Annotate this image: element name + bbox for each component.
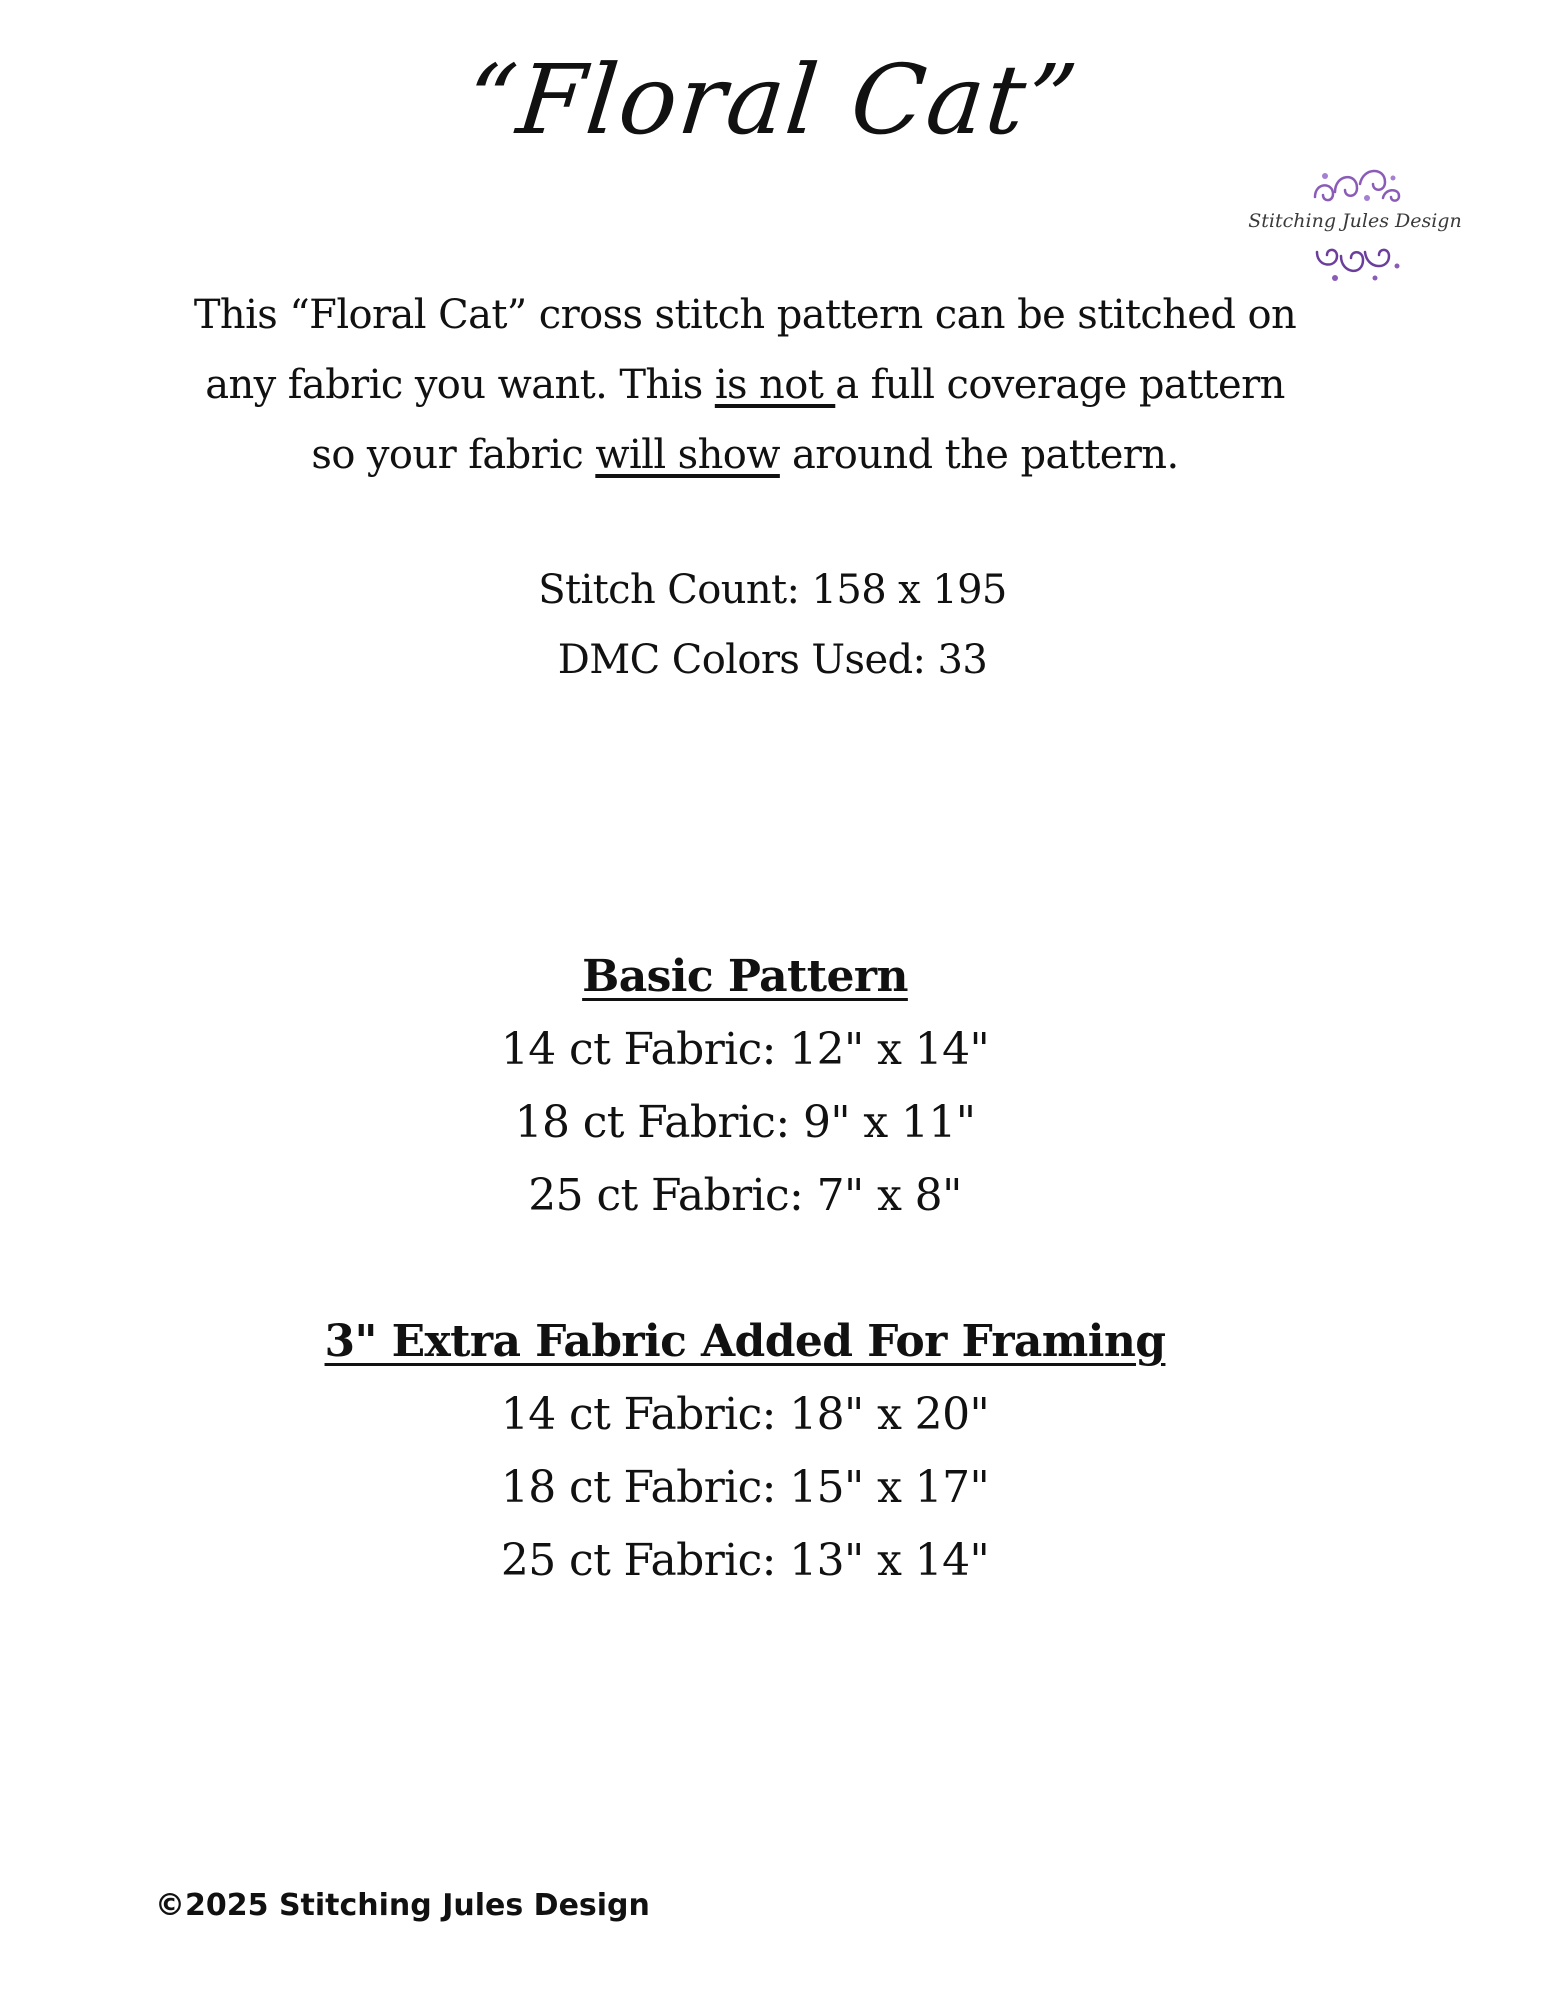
fabric-size-row: 25 ct Fabric: 13" x 14": [500, 1535, 990, 1586]
intro-line-3-end: around the pattern.: [779, 432, 1179, 478]
brand-logo: [1245, 162, 1465, 287]
intro-line-3: [150, 420, 1340, 490]
pattern-stats: [0, 555, 1545, 695]
intro-emphasis-is-not: is not: [714, 362, 836, 408]
fabric-size-row: 25 ct Fabric: 7" x 8": [528, 1170, 962, 1221]
extra-fabric-heading: 3" Extra Fabric Added For Framing: [324, 1316, 1166, 1367]
intro-line-2-end: a full coverage pattern: [835, 362, 1285, 408]
intro-line-3-start: so your fabric: [311, 432, 596, 478]
document-title: “Floral Cat”: [461, 44, 1084, 156]
intro-line-2-start: any fabric you want. This: [205, 362, 715, 408]
fabric-size-row: 14 ct Fabric: 12" x 14": [500, 1024, 990, 1075]
fabric-size-row: 18 ct Fabric: 9" x 11": [514, 1097, 976, 1148]
logo-swirl-top-icon: [1305, 162, 1405, 207]
intro-emphasis-will-show: will show: [595, 432, 780, 478]
fabric-size-row: 18 ct Fabric: 15" x 17": [500, 1462, 990, 1513]
intro-paragraph: [150, 280, 1340, 490]
intro-line-1: This “Floral Cat” cross stitch pattern can be stitched on: [193, 292, 1297, 338]
copyright-footer: ©2025 Stitching Jules Design: [155, 1888, 650, 1923]
fabric-size-row: 14 ct Fabric: 18" x 20": [500, 1389, 990, 1440]
colors-used: DMC Colors Used: 33: [557, 637, 988, 683]
basic-pattern-heading: Basic Pattern: [582, 951, 908, 1002]
extra-fabric-section: [0, 1305, 1490, 1597]
basic-pattern-section: [0, 940, 1490, 1232]
logo-text: Stitching Jules Design: [1248, 210, 1462, 232]
intro-line-2: [150, 350, 1340, 420]
stitch-count: Stitch Count: 158 x 195: [538, 567, 1007, 613]
